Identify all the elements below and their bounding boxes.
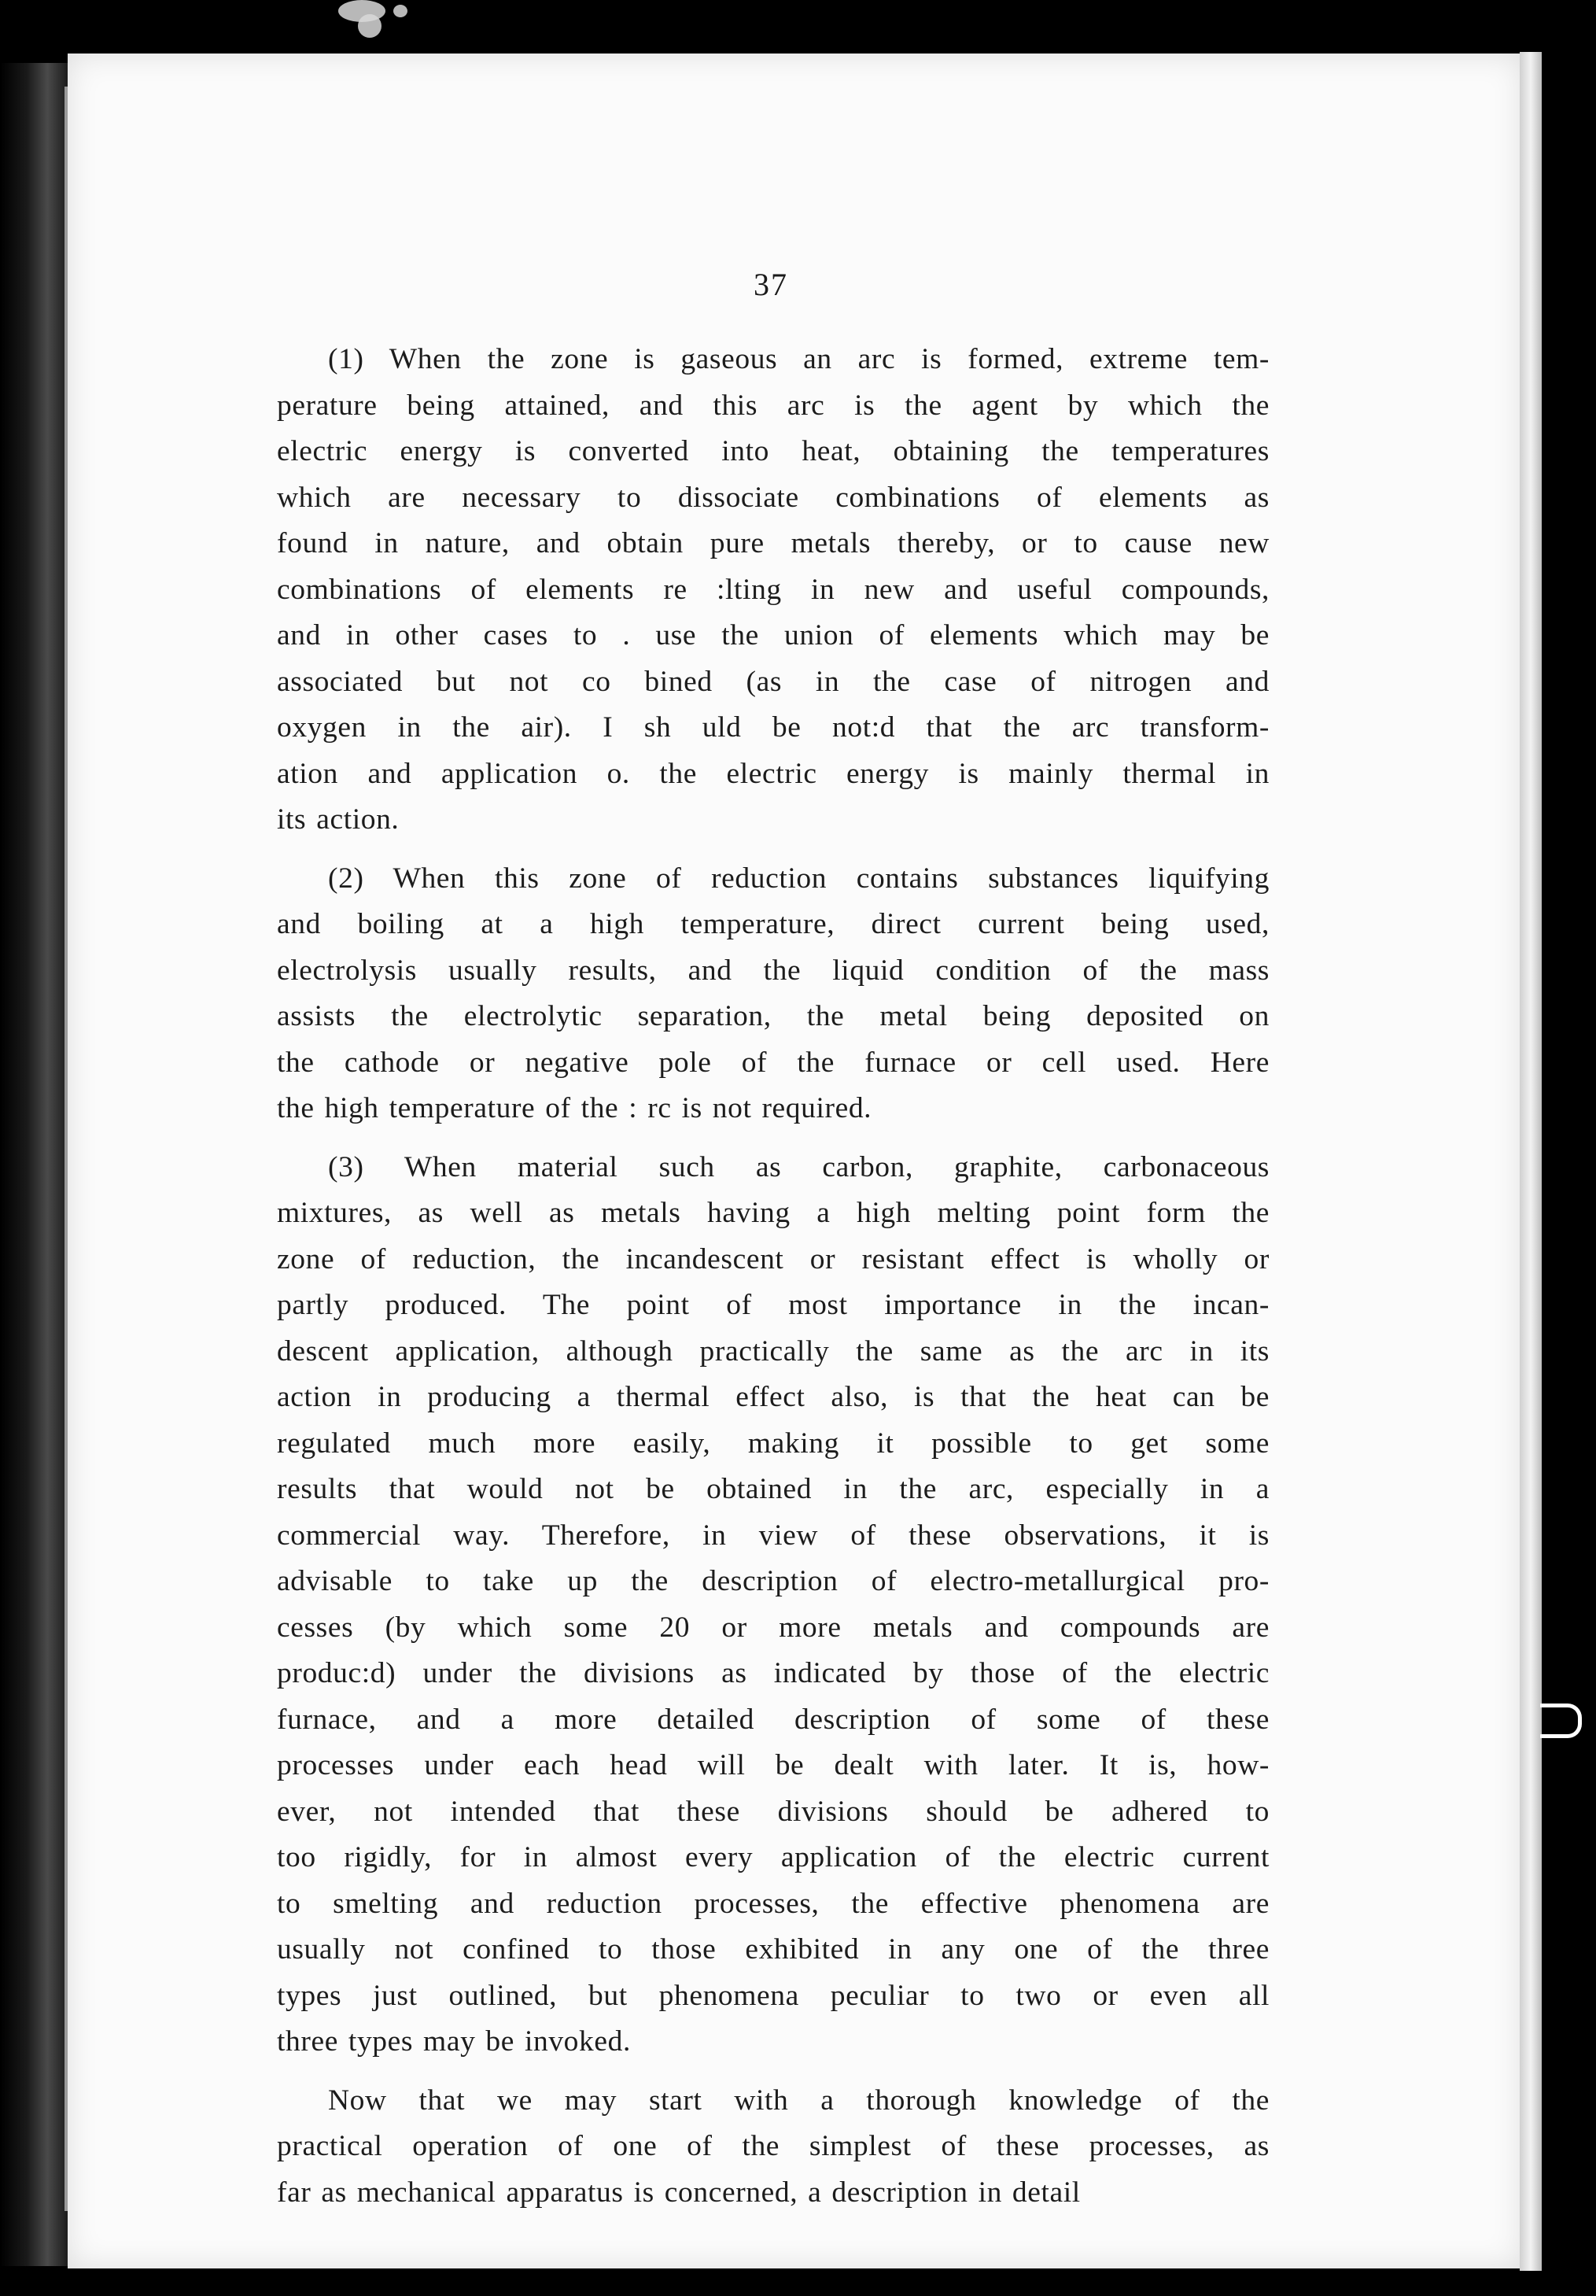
text-line: mixtures, as well as metals having a high melting point form the [277,1197,1270,1229]
text-line: associated but not co bined (as in the case of nitrogen and [277,665,1270,698]
text-line: zone of reduction, the incandescent or resistant effect is wholly or [277,1242,1270,1275]
paragraph-gap [277,2065,1270,2078]
text-line: to smelting and reduction processes, the effective phenomena are [277,1887,1270,1920]
text-line: commercial way. Therefore, in view of these observations, it is [277,1519,1270,1552]
text-line: practical operation of one of the simplest of these processes, as [277,2130,1270,2162]
text-line: action in producing a thermal effect also, is that the heat can be [277,1381,1270,1413]
text-line: oxygen in the air). I sh uld be not:d that the arc transform- [277,711,1270,744]
text-line: produc:d) under the divisions as indicated by those of the electric [277,1657,1270,1689]
paragraph-gap [277,843,1270,856]
text-line: which are necessary to dissociate combinations of elements as [277,481,1270,514]
clip-mark [1540,1704,1582,1738]
debris-speck [393,5,407,17]
paragraph [277,2078,1270,2217]
page-right-shadow [1542,52,1596,2271]
text-line: cesses (by which some 20 or more metals and compounds are [277,1611,1270,1644]
text-line: combinations of elements re :lting in new and useful compounds, [277,573,1270,606]
text-line: advisable to take up the description of electro-metallurgical pro- [277,1565,1270,1597]
text-line: far as mechanical apparatus is concerned, a description in detail [277,2176,1081,2209]
text-line: ever, not intended that these divisions should be adhered to [277,1795,1270,1828]
text-line: processes under each head will be dealt with later. It is, how- [277,1749,1270,1781]
text-line: the cathode or negative pole of the furnace or cell used. Here [277,1046,1270,1079]
text-line: electrolysis usually results, and the liquid condition of the mass [277,954,1270,987]
debris-speck [358,14,381,38]
text-line: regulated much more easily, making it possible to get some [277,1427,1270,1460]
text-line: partly produced. The point of most importance in the incan- [277,1289,1270,1321]
text-line: electric energy is converted into heat, obtaining the temperatures [277,435,1270,467]
text-line: (1) When the zone is gaseous an arc is formed, extreme tem- [328,343,1270,375]
text-line: and in other cases to . use the union of elements which may be [277,619,1270,652]
text-line: descent application, although practically the same as the arc in its [277,1334,1270,1368]
book-spine-edge [0,63,68,2266]
paragraph [277,337,1270,843]
text-line: types just outlined, but phenomena peculiar to two or even all [277,1979,1270,2012]
page-number: 37 [754,267,788,302]
text-line: found in nature, and obtain pure metals thereby, or to cause new [277,527,1270,559]
paragraph [277,1145,1270,2065]
text-line: too rigidly, for in almost every application of the electric current [277,1841,1270,1873]
text-line: Now that we may start with a thorough knowledge of the [328,2084,1270,2117]
page-right-edge [1520,52,1542,2271]
text-line: usually not confined to those exhibited in any one of the three [277,1933,1270,1966]
text-line: and boiling at a high temperature, direct current being used, [277,908,1270,940]
text-line: (2) When this zone of reduction contains substances liquifying [328,862,1270,895]
text-line: three types may be invoked. [277,2025,631,2058]
text-line: assists the electrolytic separation, the metal being deposited on [277,1000,1270,1032]
text-line: the high temperature of the : rc is not required. [277,1092,872,1124]
text-line: furnace, and a more detailed description of some of these [277,1703,1270,1736]
paragraph-gap [277,1132,1270,1145]
paragraph [277,856,1270,1132]
text-line: ation and application o. the electric energy is mainly thermal in [277,757,1270,790]
body-text [277,337,1270,2216]
text-line: its action. [277,803,400,836]
text-line: perature being attained, and this arc is the agent by which the [277,389,1270,422]
text-line: results that would not be obtained in the arc, especially in a [277,1473,1270,1505]
text-line: (3) When material such as carbon, graphite, carbonaceous [328,1150,1270,1183]
